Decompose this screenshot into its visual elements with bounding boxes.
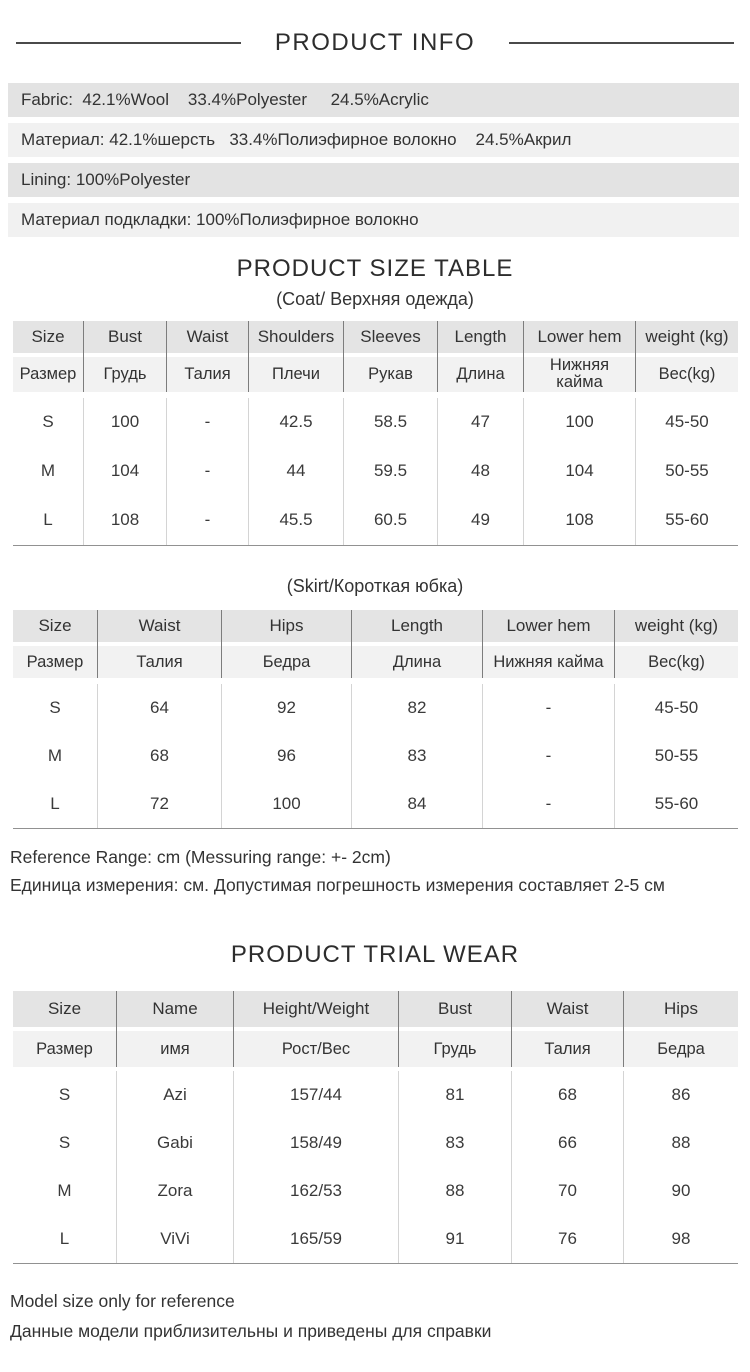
table-cell: 108 bbox=[524, 496, 636, 545]
table-cell: L bbox=[13, 1215, 117, 1263]
table-cell: 72 bbox=[98, 780, 222, 828]
lining-row-en: Lining: 100%Polyester bbox=[8, 163, 739, 197]
column-header-ru: Вес(kg) bbox=[615, 646, 738, 678]
table-cell: 68 bbox=[512, 1071, 624, 1119]
column-header: Length bbox=[438, 321, 523, 353]
table-row bbox=[13, 398, 738, 447]
column-header: Hips bbox=[624, 991, 738, 1027]
table-cell: Azi bbox=[117, 1071, 234, 1119]
column-header-ru: Размер bbox=[13, 1031, 116, 1067]
header-column bbox=[636, 321, 738, 392]
table-cell: 47 bbox=[438, 398, 524, 447]
table-cell: 66 bbox=[512, 1119, 624, 1167]
column-header-ru: Длина bbox=[352, 646, 482, 678]
table-cell: M bbox=[13, 1167, 117, 1215]
table-row bbox=[13, 1119, 738, 1167]
header-column bbox=[615, 610, 738, 678]
table-cell: 48 bbox=[438, 447, 524, 496]
table-cell: 91 bbox=[399, 1215, 512, 1263]
column-header-ru: Рукав bbox=[344, 357, 437, 392]
model-note-ru: Данные модели приблизительны и приведены для справки bbox=[10, 1320, 492, 1341]
table-cell: - bbox=[167, 447, 249, 496]
reference-note-en: Reference Range: cm (Messuring range: +- 2cm) bbox=[10, 846, 391, 867]
table-cell: L bbox=[13, 780, 98, 828]
column-header: Waist bbox=[98, 610, 221, 642]
column-header-ru: Вес(kg) bbox=[636, 357, 738, 392]
header-column bbox=[438, 321, 524, 392]
table-cell: 100 bbox=[84, 398, 167, 447]
column-header: Sleeves bbox=[344, 321, 437, 353]
table-cell: S bbox=[13, 684, 98, 732]
table-row bbox=[13, 732, 738, 780]
title-rule-left bbox=[16, 42, 241, 44]
table-cell: 90 bbox=[671, 1180, 691, 1200]
reference-notes bbox=[10, 843, 740, 899]
table-cell: 98 bbox=[671, 1228, 691, 1248]
table-cell: 100 bbox=[524, 398, 636, 447]
column-header: Size bbox=[13, 991, 116, 1027]
table-cell: 45.5 bbox=[249, 496, 344, 545]
table-cell: 55-60 bbox=[665, 510, 709, 530]
reference-note-ru: Единица измерения: см. Допустимая погрешность измерения составляет 2-5 см bbox=[10, 874, 665, 895]
table-cell: 162/53 bbox=[234, 1167, 399, 1215]
table-cell: 59.5 bbox=[344, 447, 438, 496]
column-header-ru: имя bbox=[117, 1031, 233, 1067]
table-row bbox=[13, 684, 738, 732]
table-cell: - bbox=[167, 496, 249, 545]
trial-table-body bbox=[13, 1071, 738, 1263]
table-cell: 82 bbox=[352, 684, 483, 732]
table-row bbox=[13, 1215, 738, 1263]
coat-size-table bbox=[13, 321, 738, 546]
column-header-ru: Бедра bbox=[624, 1031, 738, 1067]
page-header bbox=[16, 0, 734, 59]
table-cell: 55-60 bbox=[654, 793, 699, 813]
table-cell: 45-50 bbox=[665, 412, 709, 432]
table-row bbox=[13, 780, 738, 828]
column-header: Lower hem bbox=[483, 610, 614, 642]
header-column bbox=[399, 991, 512, 1067]
header-column bbox=[344, 321, 438, 392]
table-cell: 64 bbox=[98, 684, 222, 732]
table-cell: 104 bbox=[524, 447, 636, 496]
table-cell: 83 bbox=[352, 732, 483, 780]
column-header: Size bbox=[13, 610, 97, 642]
table-cell: 76 bbox=[512, 1215, 624, 1263]
fabric-info-section bbox=[8, 83, 739, 237]
page-title: PRODUCT INFO bbox=[274, 29, 476, 56]
header-column bbox=[234, 991, 399, 1067]
column-header-ru: Талия bbox=[512, 1031, 623, 1067]
coat-subtitle: (Coat/ Верхняя одежда) bbox=[276, 289, 474, 309]
column-header: weight (kg) bbox=[636, 321, 738, 353]
column-header-ru bbox=[524, 357, 635, 392]
column-header: Waist bbox=[167, 321, 248, 353]
table-cell: - bbox=[483, 684, 615, 732]
table-cell: 92 bbox=[222, 684, 352, 732]
header-column bbox=[352, 610, 483, 678]
table-cell: L bbox=[13, 496, 84, 545]
skirt-subtitle: (Skirt/Короткая юбка) bbox=[286, 575, 464, 596]
model-notes bbox=[10, 1286, 740, 1346]
header-column bbox=[117, 991, 234, 1067]
column-header: Waist bbox=[512, 991, 623, 1027]
header-column bbox=[624, 991, 738, 1067]
table-row bbox=[13, 447, 738, 496]
table-cell: 104 bbox=[84, 447, 167, 496]
column-header-ru: Талия bbox=[98, 646, 221, 678]
trial-wear-table bbox=[13, 991, 738, 1264]
table-row bbox=[13, 496, 738, 545]
table-cell: 83 bbox=[399, 1119, 512, 1167]
column-header: Size bbox=[13, 321, 83, 353]
skirt-table-header bbox=[13, 610, 738, 678]
column-header-ru: Размер bbox=[13, 357, 83, 392]
column-header-ru: Талия bbox=[167, 357, 248, 392]
table-cell: M bbox=[13, 447, 84, 496]
table-cell: Gabi bbox=[117, 1119, 234, 1167]
coat-table-header bbox=[13, 321, 738, 392]
table-cell: 60.5 bbox=[344, 496, 438, 545]
lining-row-ru: Материал подкладки: 100%Полиэфирное волокно bbox=[8, 203, 739, 237]
table-cell: 84 bbox=[352, 780, 483, 828]
column-header: Shoulders bbox=[249, 321, 343, 353]
table-cell: 49 bbox=[438, 496, 524, 545]
table-cell: 86 bbox=[671, 1084, 691, 1104]
header-column bbox=[84, 321, 167, 392]
column-header: weight (kg) bbox=[615, 610, 738, 642]
table-cell: 96 bbox=[222, 732, 352, 780]
table-cell: 50-55 bbox=[665, 461, 709, 481]
header-column bbox=[13, 991, 117, 1067]
header-column bbox=[524, 321, 636, 392]
trial-table-header bbox=[13, 991, 738, 1067]
table-row bbox=[13, 1167, 738, 1215]
table-cell: 58.5 bbox=[344, 398, 438, 447]
column-header-ru: Рост/Вес bbox=[234, 1031, 398, 1067]
column-header: Bust bbox=[84, 321, 166, 353]
column-header-ru: Размер bbox=[13, 646, 97, 678]
column-header-ru: Грудь bbox=[84, 357, 166, 392]
table-cell: 158/49 bbox=[234, 1119, 399, 1167]
skirt-size-table bbox=[13, 610, 738, 829]
table-cell: 45-50 bbox=[654, 697, 699, 717]
table-cell: 157/44 bbox=[234, 1071, 399, 1119]
trial-wear-title: PRODUCT TRIAL WEAR bbox=[230, 940, 520, 968]
column-header: Height/Weight bbox=[234, 991, 398, 1027]
table-cell: 100 bbox=[222, 780, 352, 828]
column-header-ru: Грудь bbox=[399, 1031, 511, 1067]
table-cell: 68 bbox=[98, 732, 222, 780]
table-cell: S bbox=[13, 1119, 117, 1167]
table-cell: 44 bbox=[249, 447, 344, 496]
model-note-en: Model size only for reference bbox=[10, 1290, 235, 1311]
column-header: Hips bbox=[222, 610, 351, 642]
table-cell: M bbox=[13, 732, 98, 780]
column-header: Name bbox=[117, 991, 233, 1027]
table-cell: - bbox=[483, 780, 615, 828]
column-header-ru: Плечи bbox=[249, 357, 343, 392]
table-cell: 50-55 bbox=[654, 745, 699, 765]
table-cell: 81 bbox=[399, 1071, 512, 1119]
column-header: Bust bbox=[399, 991, 511, 1027]
header-column bbox=[249, 321, 344, 392]
header-column bbox=[483, 610, 615, 678]
table-cell: - bbox=[483, 732, 615, 780]
table-cell: S bbox=[13, 398, 84, 447]
table-cell: 88 bbox=[671, 1132, 691, 1152]
column-header-ru-text: Нижняя кайма bbox=[549, 356, 610, 392]
coat-table-body bbox=[13, 398, 738, 545]
column-header: Length bbox=[352, 610, 482, 642]
column-header-ru: Длина bbox=[438, 357, 523, 392]
header-column bbox=[512, 991, 624, 1067]
fabric-row-ru: Материал: 42.1%шерсть 33.4%Полиэфирное волокно 24.5%Акрил bbox=[8, 123, 739, 157]
column-header: Lower hem bbox=[524, 321, 635, 353]
header-column bbox=[167, 321, 249, 392]
size-table-title: PRODUCT SIZE TABLE bbox=[236, 255, 514, 282]
table-cell: Zora bbox=[117, 1167, 234, 1215]
table-cell: S bbox=[13, 1071, 117, 1119]
fabric-row-en: Fabric: 42.1%Wool 33.4%Polyester 24.5%Acrylic bbox=[8, 83, 739, 117]
table-cell: 42.5 bbox=[249, 398, 344, 447]
header-column bbox=[222, 610, 352, 678]
skirt-table-body bbox=[13, 684, 738, 828]
column-header-ru: Нижняя кайма bbox=[483, 646, 614, 678]
table-row bbox=[13, 1071, 738, 1119]
table-cell: 70 bbox=[512, 1167, 624, 1215]
header-column bbox=[13, 321, 84, 392]
table-cell: - bbox=[167, 398, 249, 447]
table-cell: 88 bbox=[399, 1167, 512, 1215]
table-cell: 108 bbox=[84, 496, 167, 545]
table-cell: ViVi bbox=[117, 1215, 234, 1263]
title-rule-right bbox=[509, 42, 734, 44]
column-header-ru: Бедра bbox=[222, 646, 351, 678]
table-cell: 165/59 bbox=[234, 1215, 399, 1263]
header-column bbox=[98, 610, 222, 678]
header-column bbox=[13, 610, 98, 678]
